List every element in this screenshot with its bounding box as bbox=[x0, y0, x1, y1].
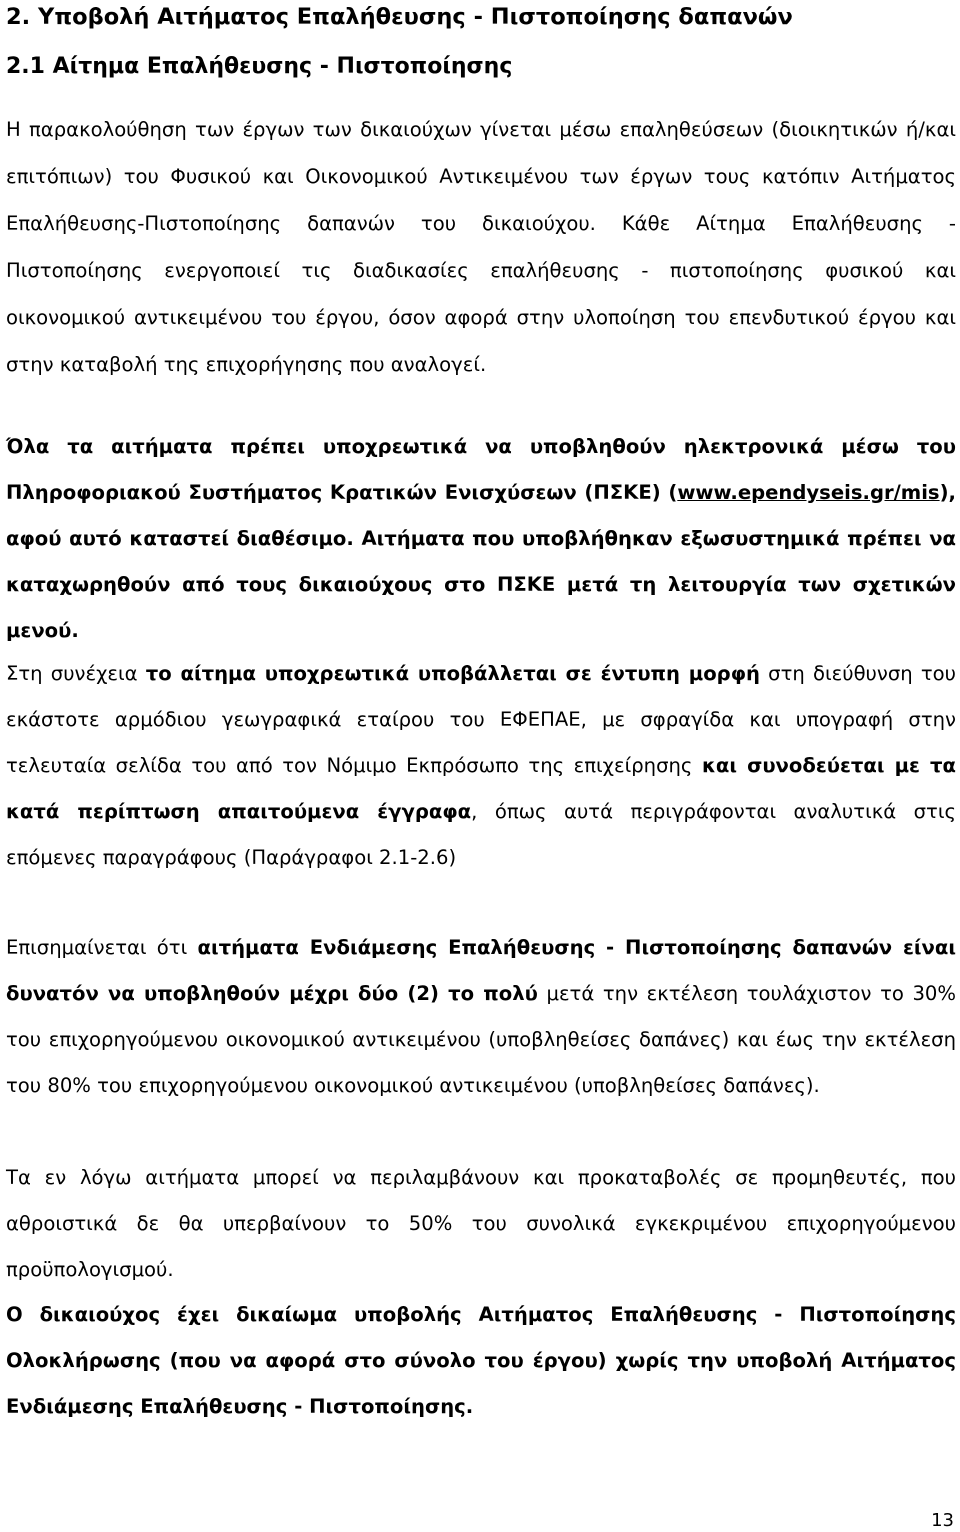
paragraph-printed-form-text-a: Στη συνέχεια bbox=[6, 662, 146, 685]
paragraph-printed-form-emphasis-1: το αίτημα υποχρεωτικά υποβάλλεται σε έντυπη μορφή bbox=[145, 662, 760, 685]
paragraph-electronic-submission-text-a: Όλα τα αιτήματα πρέπει υποχρεωτικά να υποβληθούν ηλεκτρονικά μέσω του Πληροφοριακού Συστήματος Κρατικών Ενισχύσεων (ΠΣΚΕ) ( bbox=[6, 435, 956, 504]
paragraph-interim-requests-text-a: Επισημαίνεται ότι bbox=[6, 936, 198, 959]
paragraph-advance-payments: Τα εν λόγω αιτήματα μπορεί να περιλαμβάνουν και προκαταβολές σε προμηθευτές, που αθροιστικά δε θα υπερβαίνουν το 50% του συνολικά εγκεκριμένου επιχορηγούμενου προϋπολογισμού. bbox=[6, 1166, 956, 1281]
paragraph-printed-form-emphasis-2: και συνοδεύεται με τα κατά περίπτωση απαιτούμενα έγγραφα bbox=[6, 754, 956, 823]
paragraph-completion-right: Ο δικαιούχος έχει δικαίωμα υποβολής Αιτήματος Επαλήθευσης - Πιστοποίησης Ολοκλήρωσης (που να αφορά στο σύνολο του έργου) χωρίς την υποβολή Αιτήματος Ενδιάμεσης Επαλήθευσης - Πιστοποίησης. bbox=[6, 1303, 956, 1418]
paragraph-interim-requests-emphasis: αιτήματα Ενδιάμεσης Επαλήθευσης - Πιστοποίησης δαπανών είναι δυνατόν να υποβληθούν μέχρι δύο (2) το πολύ bbox=[6, 936, 956, 1005]
paragraph-printed-form-text-c: στη διεύθυνση του εκάστοτε αρμόδιου γεωγραφικά εταίρου του ΕΦΕΠΑΕ, με σφραγίδα και υπογραφή στην τελευταία σελίδα του από τον Νόμιμο Εκπρόσωπο της επιχείρησης bbox=[6, 662, 956, 777]
paragraph-monitoring: Η παρακολούθηση των έργων των δικαιούχων γίνεται μέσω επαληθεύσεων (διοικητικών ή/και επιτόπιων) του Φυσικού και Οικονομικού Αντικειμένου των έργων τους κατόπιν Αιτήματος Επαλήθευσης-Πιστοποίησης δαπανών του δικαιούχου. Κάθε Αίτημα Επαλήθευσης - Πιστοποίησης ενεργοποιεί τις διαδικασίες επαλήθευσης - πιστοποίησης φυσικού και οικονομικού αντικειμένου του έργου, όσον αφορά στην υλοποίηση του επενδυτικού έργου και στην καταβολή της επιχορήγησης που αναλογεί. bbox=[6, 118, 956, 376]
paragraph-interim-requests bbox=[6, 925, 956, 1109]
subsection-heading: 2.1 Αίτημα Επαλήθευσης - Πιστοποίησης bbox=[6, 54, 513, 79]
paragraph-electronic-submission bbox=[6, 424, 956, 654]
page-number: 13 bbox=[931, 1510, 954, 1531]
ependyseis-link[interactable]: www.ependyseis.gr/mis bbox=[677, 481, 940, 504]
paragraph-interim-requests-text-c: μετά την εκτέλεση τουλάχιστον το 30% του επιχορηγούμενου οικονομικού αντικειμένου (υποβληθείσες δαπάνες) και έως την εκτέλεση του 80% του επιχορηγούμενου οικονομικού αντικειμένου (υποβληθείσες δαπάνες). bbox=[6, 982, 957, 1097]
paragraph-electronic-submission-text-b: ), αφού αυτό καταστεί διαθέσιμο. Αιτήματα που υποβλήθηκαν εξωσυστημικά πρέπει να καταχωρηθούν από τους δικαιούχους στο ΠΣΚΕ μετά τη λειτουργία των σχετικών μενού. bbox=[6, 481, 956, 642]
paragraph-printed-form bbox=[6, 651, 956, 881]
paragraph-printed-form-text-e: , όπως αυτά περιγράφονται αναλυτικά στις επόμενες παραγράφους (Παράγραφοι 2.1-2.6) bbox=[6, 800, 956, 869]
section-heading: 2. Υποβολή Αιτήματος Επαλήθευσης - Πιστοποίησης δαπανών bbox=[6, 4, 793, 30]
